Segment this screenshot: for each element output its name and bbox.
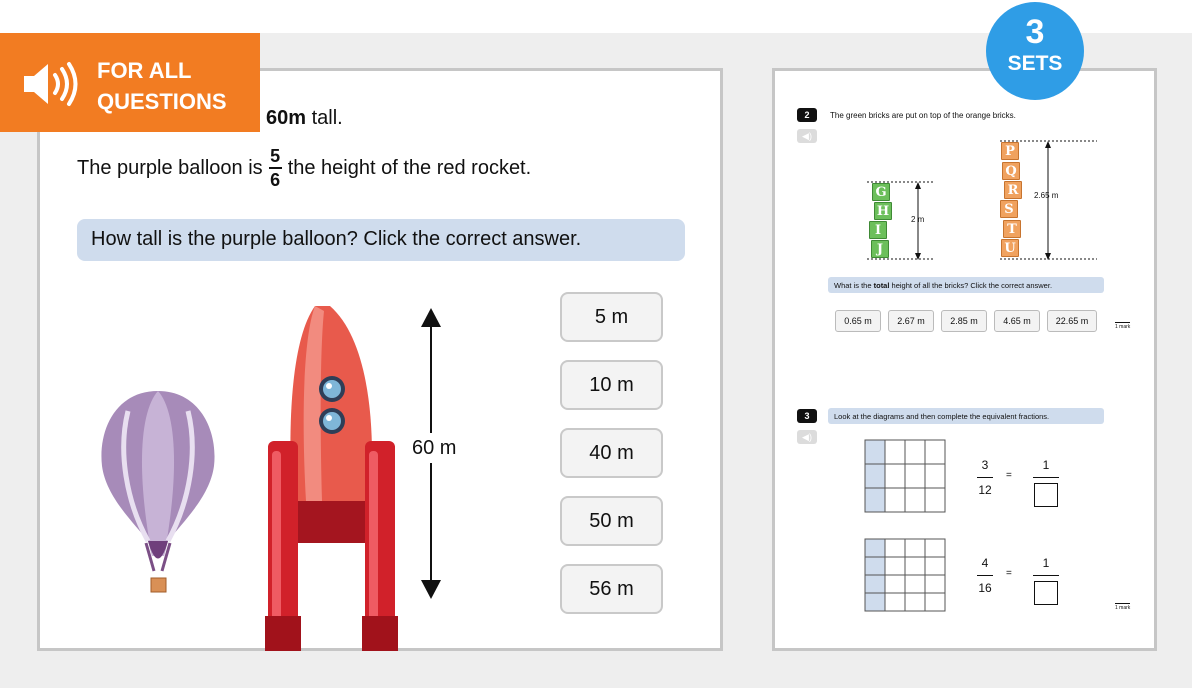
fraction-numerator: 1 <box>1042 556 1050 570</box>
fraction-bar <box>1033 575 1059 576</box>
q2-prompt-bold: total <box>873 281 890 290</box>
fraction-grids <box>775 71 1160 654</box>
question-3-text: Look at the diagrams and then complete the equivalent fractions. <box>828 408 1104 424</box>
speaker-icon <box>22 61 80 107</box>
preview-answer-2-85[interactable]: 2.85 m <box>941 310 987 332</box>
answer-button-40m[interactable]: 40 m <box>560 428 663 478</box>
banner-label <box>97 55 227 117</box>
preview-card <box>772 68 1157 651</box>
fraction-numerator: 1 <box>1042 458 1050 472</box>
question-number-3: 3 <box>797 409 817 423</box>
sets-label: SETS <box>1007 52 1063 75</box>
preview-answer-4-65[interactable]: 4.65 m <box>994 310 1040 332</box>
fraction-denominator: 16 <box>978 581 992 595</box>
red-rocket-icon <box>265 306 398 651</box>
audio-banner[interactable] <box>0 33 260 132</box>
banner-line-2: QUESTIONS <box>97 89 227 114</box>
preview-answer-22-65[interactable]: 22.65 m <box>1047 310 1097 332</box>
rocket-height-label: 60 m <box>412 437 457 459</box>
question-number-2: 2 <box>797 108 817 122</box>
grid-three-twelfths <box>865 440 945 512</box>
green-height-label: 2 m <box>911 215 925 224</box>
brick-q: Q <box>1002 162 1020 180</box>
speaker-icon-q2[interactable]: ◀) <box>797 129 817 143</box>
grid-four-sixteenths <box>865 539 945 611</box>
preview-answer-0-65[interactable]: 0.65 m <box>835 310 881 332</box>
fraction-bar <box>1033 477 1059 478</box>
fraction-numerator: 5 <box>270 146 281 166</box>
sets-badge <box>986 2 1084 100</box>
fraction-3-12 <box>975 458 995 497</box>
answer-button-10m[interactable]: 10 m <box>560 360 663 410</box>
question-line-2-start: The purple balloon is <box>77 156 263 179</box>
equals-sign: = <box>1006 470 1012 481</box>
speaker-icon-q3[interactable]: ◀) <box>797 430 817 444</box>
rocket-height-value: 60m <box>266 107 307 129</box>
question-line-1-rest: tall. <box>306 107 343 129</box>
question-2-text: The green bricks are put on top of the orange bricks. <box>830 111 1016 120</box>
answer-input-box[interactable] <box>1034 483 1058 507</box>
sets-count: 3 <box>1025 13 1045 51</box>
brick-j: J <box>871 240 889 258</box>
brick-g: G <box>872 183 890 201</box>
answer-input-box[interactable] <box>1034 581 1058 605</box>
orange-height-label: 2.65 m <box>1034 191 1059 200</box>
fraction-numerator: 3 <box>981 458 989 472</box>
brick-i: I <box>869 221 887 239</box>
q2-prompt-start: What is the <box>834 281 874 290</box>
answer-button-56m[interactable]: 56 m <box>560 564 663 614</box>
answer-fraction-1 <box>1031 458 1061 507</box>
brick-u: U <box>1001 239 1019 257</box>
fraction-bar <box>977 575 993 576</box>
answer-button-5m[interactable]: 5 m <box>560 292 663 342</box>
fraction-4-16 <box>975 556 995 595</box>
equals-sign: = <box>1006 568 1012 579</box>
hot-air-balloon-icon <box>101 391 214 592</box>
preview-answer-2-67[interactable]: 2.67 m <box>888 310 934 332</box>
question-prompt: How tall is the purple balloon? Click the correct answer. <box>77 219 685 261</box>
q2-prompt-end: height of all the bricks? Click the correct answer. <box>889 281 1053 290</box>
fraction-denominator: 6 <box>270 170 281 190</box>
banner-line-1: FOR ALL <box>97 58 192 83</box>
question-card <box>37 68 723 651</box>
mark-label-q3: 1 mark <box>1115 605 1131 611</box>
brick-p: P <box>1001 142 1019 160</box>
brick-t: T <box>1003 220 1021 238</box>
question-line-2-end: the height of the red rocket. <box>287 156 532 179</box>
fraction-numerator: 4 <box>981 556 989 570</box>
brick-h: H <box>874 202 892 220</box>
mark-label-q2: 1 mark <box>1115 324 1131 330</box>
fraction-bar <box>977 477 993 478</box>
answer-button-50m[interactable]: 50 m <box>560 496 663 546</box>
answer-fraction-2 <box>1031 556 1061 605</box>
brick-s: S <box>1000 200 1018 218</box>
fraction-denominator: 12 <box>978 483 992 497</box>
brick-r: R <box>1004 181 1022 199</box>
